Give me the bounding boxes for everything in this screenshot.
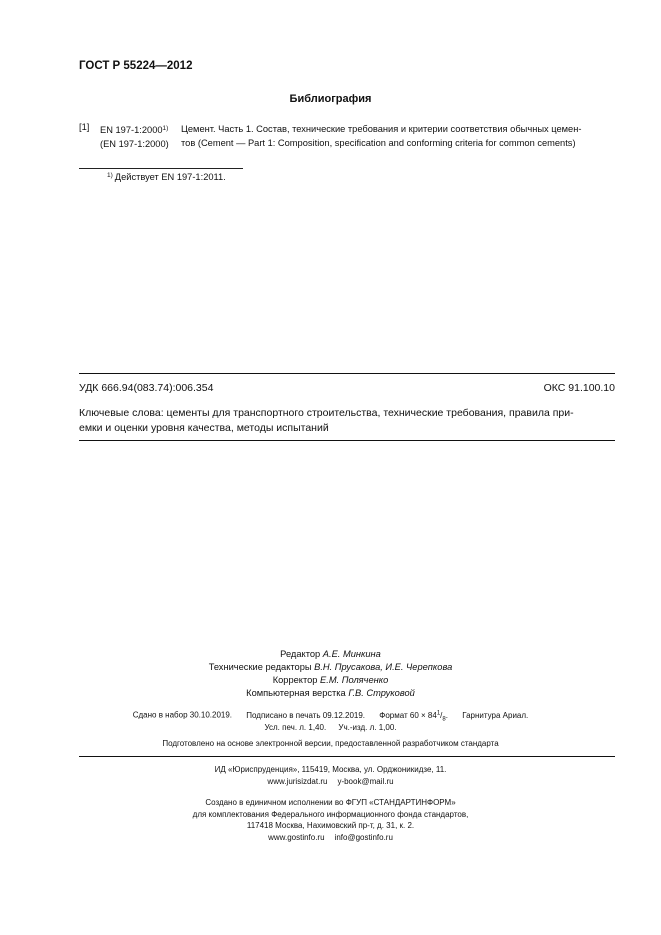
credit-tech-editors: [0, 661, 661, 674]
credit-corrector-name: Е.М. Поляченко: [320, 675, 389, 685]
entry-code-text: EN 197-1:2000: [100, 125, 163, 135]
credit-layout-label: Компьютерная верстка: [246, 688, 346, 698]
gostinfo-email-link[interactable]: info@gostinfo.ru: [334, 832, 393, 842]
entry-desc-line-2: тов (Cement — Part 1: Composition, specification and conforming criteria for common cements): [181, 138, 576, 148]
credit-layout-name: Г.В. Струковой: [348, 688, 415, 698]
udk-code: УДК 666.94(083.74):006.354: [79, 382, 214, 394]
footnote-separator: [79, 168, 243, 169]
footnote: [107, 172, 226, 182]
prepared-note: Подготовлено на основе электронной версии, предоставленной разработчиком стандарта: [162, 739, 499, 748]
typeface: Гарнитура Ариал.: [462, 710, 529, 720]
paper-format-prefix: Формат 60 × 84: [379, 710, 437, 720]
credit-editor: [0, 648, 661, 661]
credits-block: [0, 648, 661, 700]
paper-format: Формат $60 \times 84^1/_8$.: [379, 710, 448, 723]
gostinfo-website-link[interactable]: www.gostinfo.ru: [268, 832, 325, 842]
credit-tech-editors-label: Технические редакторы: [208, 662, 312, 672]
footnote-text: Действует EN 197-1:2011.: [114, 172, 226, 182]
bibliography-entry-code: [100, 122, 169, 151]
paper-format-suffix: .: [445, 710, 448, 720]
manufacture-block: [0, 797, 661, 843]
credit-corrector: [0, 674, 661, 687]
divider-keywords: [79, 440, 615, 441]
paper-format-denominator: 8: [442, 716, 446, 723]
bibliography-title: Библиография: [289, 93, 372, 105]
print-info-line-1: [0, 710, 661, 722]
credit-tech-editors-names: В.Н. Прусакова, И.Е. Черепкова: [314, 662, 453, 672]
entry-code-alt: (EN 197-1:2000): [100, 139, 169, 149]
manufacture-line-2: для комплектования Федерального информационного фонда стандартов,: [192, 809, 469, 819]
publisher-contacts: [0, 776, 661, 788]
entry-footnote-mark: 1): [162, 125, 169, 132]
divider-publisher: [79, 756, 615, 757]
footnote-mark: 1): [107, 172, 113, 179]
paper-format-numerator: 1: [436, 710, 441, 716]
publishing-sheets: Уч.-изд. л. 1,00.: [338, 723, 397, 732]
entry-desc-line-1: Цемент. Часть 1. Состав, технические требования и критерии соответствия обычных цемен-: [181, 124, 582, 134]
print-sheets: Усл. печ. л. 1,40.: [264, 723, 327, 732]
keywords: [79, 406, 615, 436]
oks-code: ОКС 91.100.10: [543, 382, 615, 394]
manufacture-line-3: 117418 Москва, Нахимовский пр-т, д. 31, к. 2.: [246, 821, 415, 830]
bibliography-entry-description: [181, 122, 613, 150]
publisher-block: [0, 764, 661, 788]
credit-layout: [0, 687, 661, 700]
divider-top: [79, 373, 615, 374]
manufacture-line-1: Создано в единичном исполнении во ФГУП «СТАНДАРТИНФОРМ»: [205, 798, 456, 807]
document-number: ГОСТ Р 55224—2012: [79, 60, 193, 72]
signed-date: Подписано в печать 09.12.2019.: [246, 710, 366, 720]
publisher-address: ИД «Юриспруденция», 115419, Москва, ул. Орджоникидзе, 11.: [214, 765, 447, 774]
keywords-line-1: Ключевые слова: цементы для транспортного строительства, технические требования, правила при-: [79, 407, 574, 419]
submitted-date: Сдано в набор 30.10.2019.: [132, 710, 233, 720]
bibliography-entry-number: [1]: [79, 122, 90, 132]
credit-corrector-label: Корректор: [272, 675, 318, 685]
credit-editor-label: Редактор: [280, 649, 321, 659]
print-info-line-2: [0, 723, 661, 732]
manufacture-contacts: [0, 832, 661, 844]
credit-editor-name: А.Е. Минкина: [322, 649, 381, 659]
keywords-line-2: емки и оценки уровня качества, методы испытаний: [79, 422, 329, 434]
publisher-email-link[interactable]: y-book@mail.ru: [337, 777, 394, 786]
publisher-website-link[interactable]: www.jurisizdat.ru: [267, 777, 328, 786]
